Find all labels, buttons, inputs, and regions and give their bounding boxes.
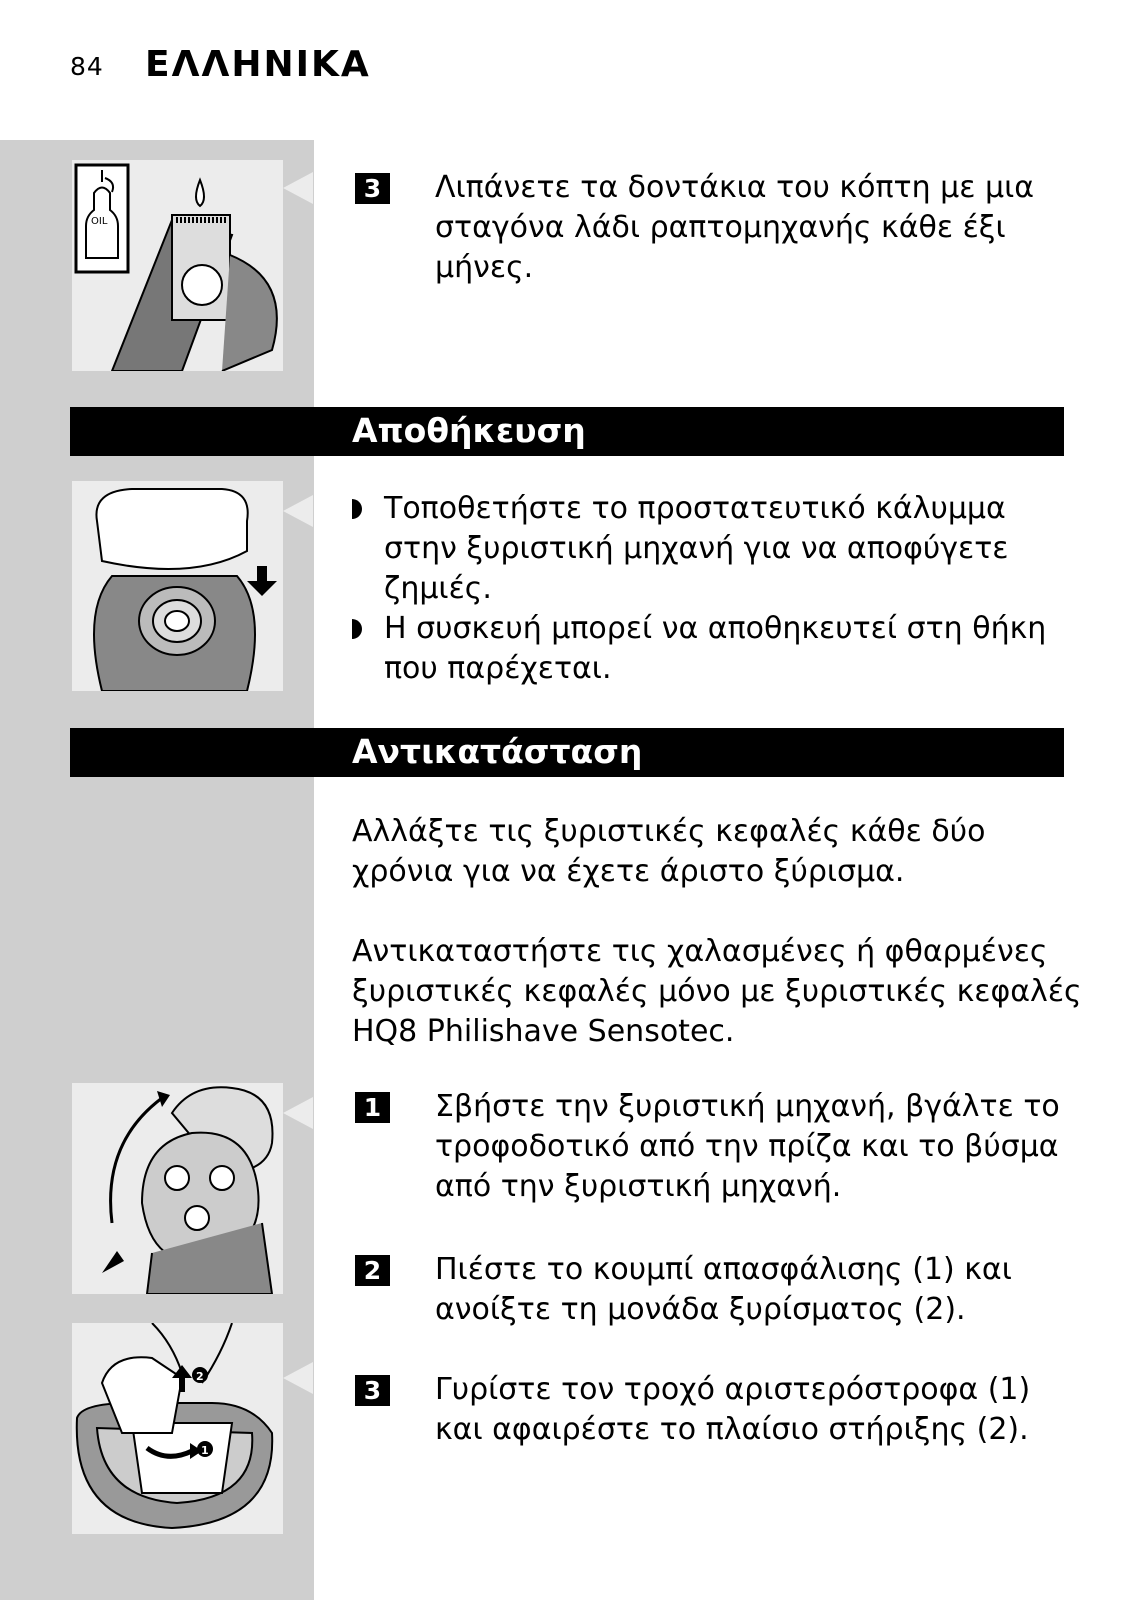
paragraph: Αλλάξτε τις ξυριστικές κεφαλές κάθε δύο χρόνια για να έχετε άριστο ξύρισμα.	[352, 814, 986, 889]
figure-pointer	[283, 172, 313, 204]
storage-bullet	[352, 609, 1082, 689]
step-text: Λιπάνετε τα δοντάκια του κόπτη με μια σταγόνα λάδι ραπτομηχανής κάθε έξι μήνες.	[435, 170, 1034, 285]
figure-pointer	[283, 495, 313, 527]
step-badge: 3	[355, 1375, 390, 1406]
retaining-frame-illustration	[72, 1323, 283, 1534]
bullet-text: Η συσκευή μπορεί να αποθηκευτεί στη θήκη που παρέχεται.	[384, 611, 1047, 686]
oil-illustration	[72, 160, 283, 371]
storage-illustration	[72, 481, 283, 691]
figure-pointer	[283, 1362, 313, 1394]
step-badge: 1	[355, 1092, 390, 1123]
paragraph: Αντικαταστήστε τις χαλασμένες ή φθαρμένες ξυριστικές κεφαλές μόνο με ξυριστικές κεφαλές HQ8 Philishave Sensotec.	[352, 934, 1082, 1049]
figure-pointer	[283, 1097, 313, 1129]
section-title: Αποθήκευση	[352, 411, 586, 450]
section-title: Αντικατάσταση	[352, 732, 643, 771]
step-text: Πιέστε το κουμπί απασφάλισης (1) και ανοίξτε τη μονάδα ξυρίσματος (2).	[435, 1252, 1012, 1327]
step-badge: 3	[355, 173, 390, 204]
bullet-icon	[352, 499, 362, 519]
bullet-text: Τοποθετήστε το προστατευτικό κάλυμμα στην ξυριστική μηχανή για να αποφύγετε ζημιές.	[384, 491, 1009, 606]
page-number: 84	[70, 52, 104, 81]
callout-number: 2	[196, 1370, 204, 1383]
bullet-icon	[352, 619, 362, 639]
step-text: Γυρίστε τον τροχό αριστερόστροφα (1) και αφαιρέστε το πλαίσιο στήριξης (2).	[435, 1372, 1031, 1447]
step-badge: 2	[355, 1255, 390, 1286]
callout-number: 1	[201, 1444, 209, 1457]
open-shaving-unit-illustration	[72, 1083, 283, 1294]
section-header-replacement	[70, 728, 1064, 777]
language-heading: ΕΛΛΗΝΙΚΑ	[145, 44, 371, 85]
step-text: Σβήστε την ξυριστική μηχανή, βγάλτε το τροφοδοτικό από την πρίζα και το βύσμα από την ξυριστική μηχανή.	[435, 1089, 1060, 1204]
oil-bottle-label: OIL	[91, 216, 108, 227]
storage-bullet	[352, 489, 1082, 606]
section-header-storage	[70, 407, 1064, 456]
